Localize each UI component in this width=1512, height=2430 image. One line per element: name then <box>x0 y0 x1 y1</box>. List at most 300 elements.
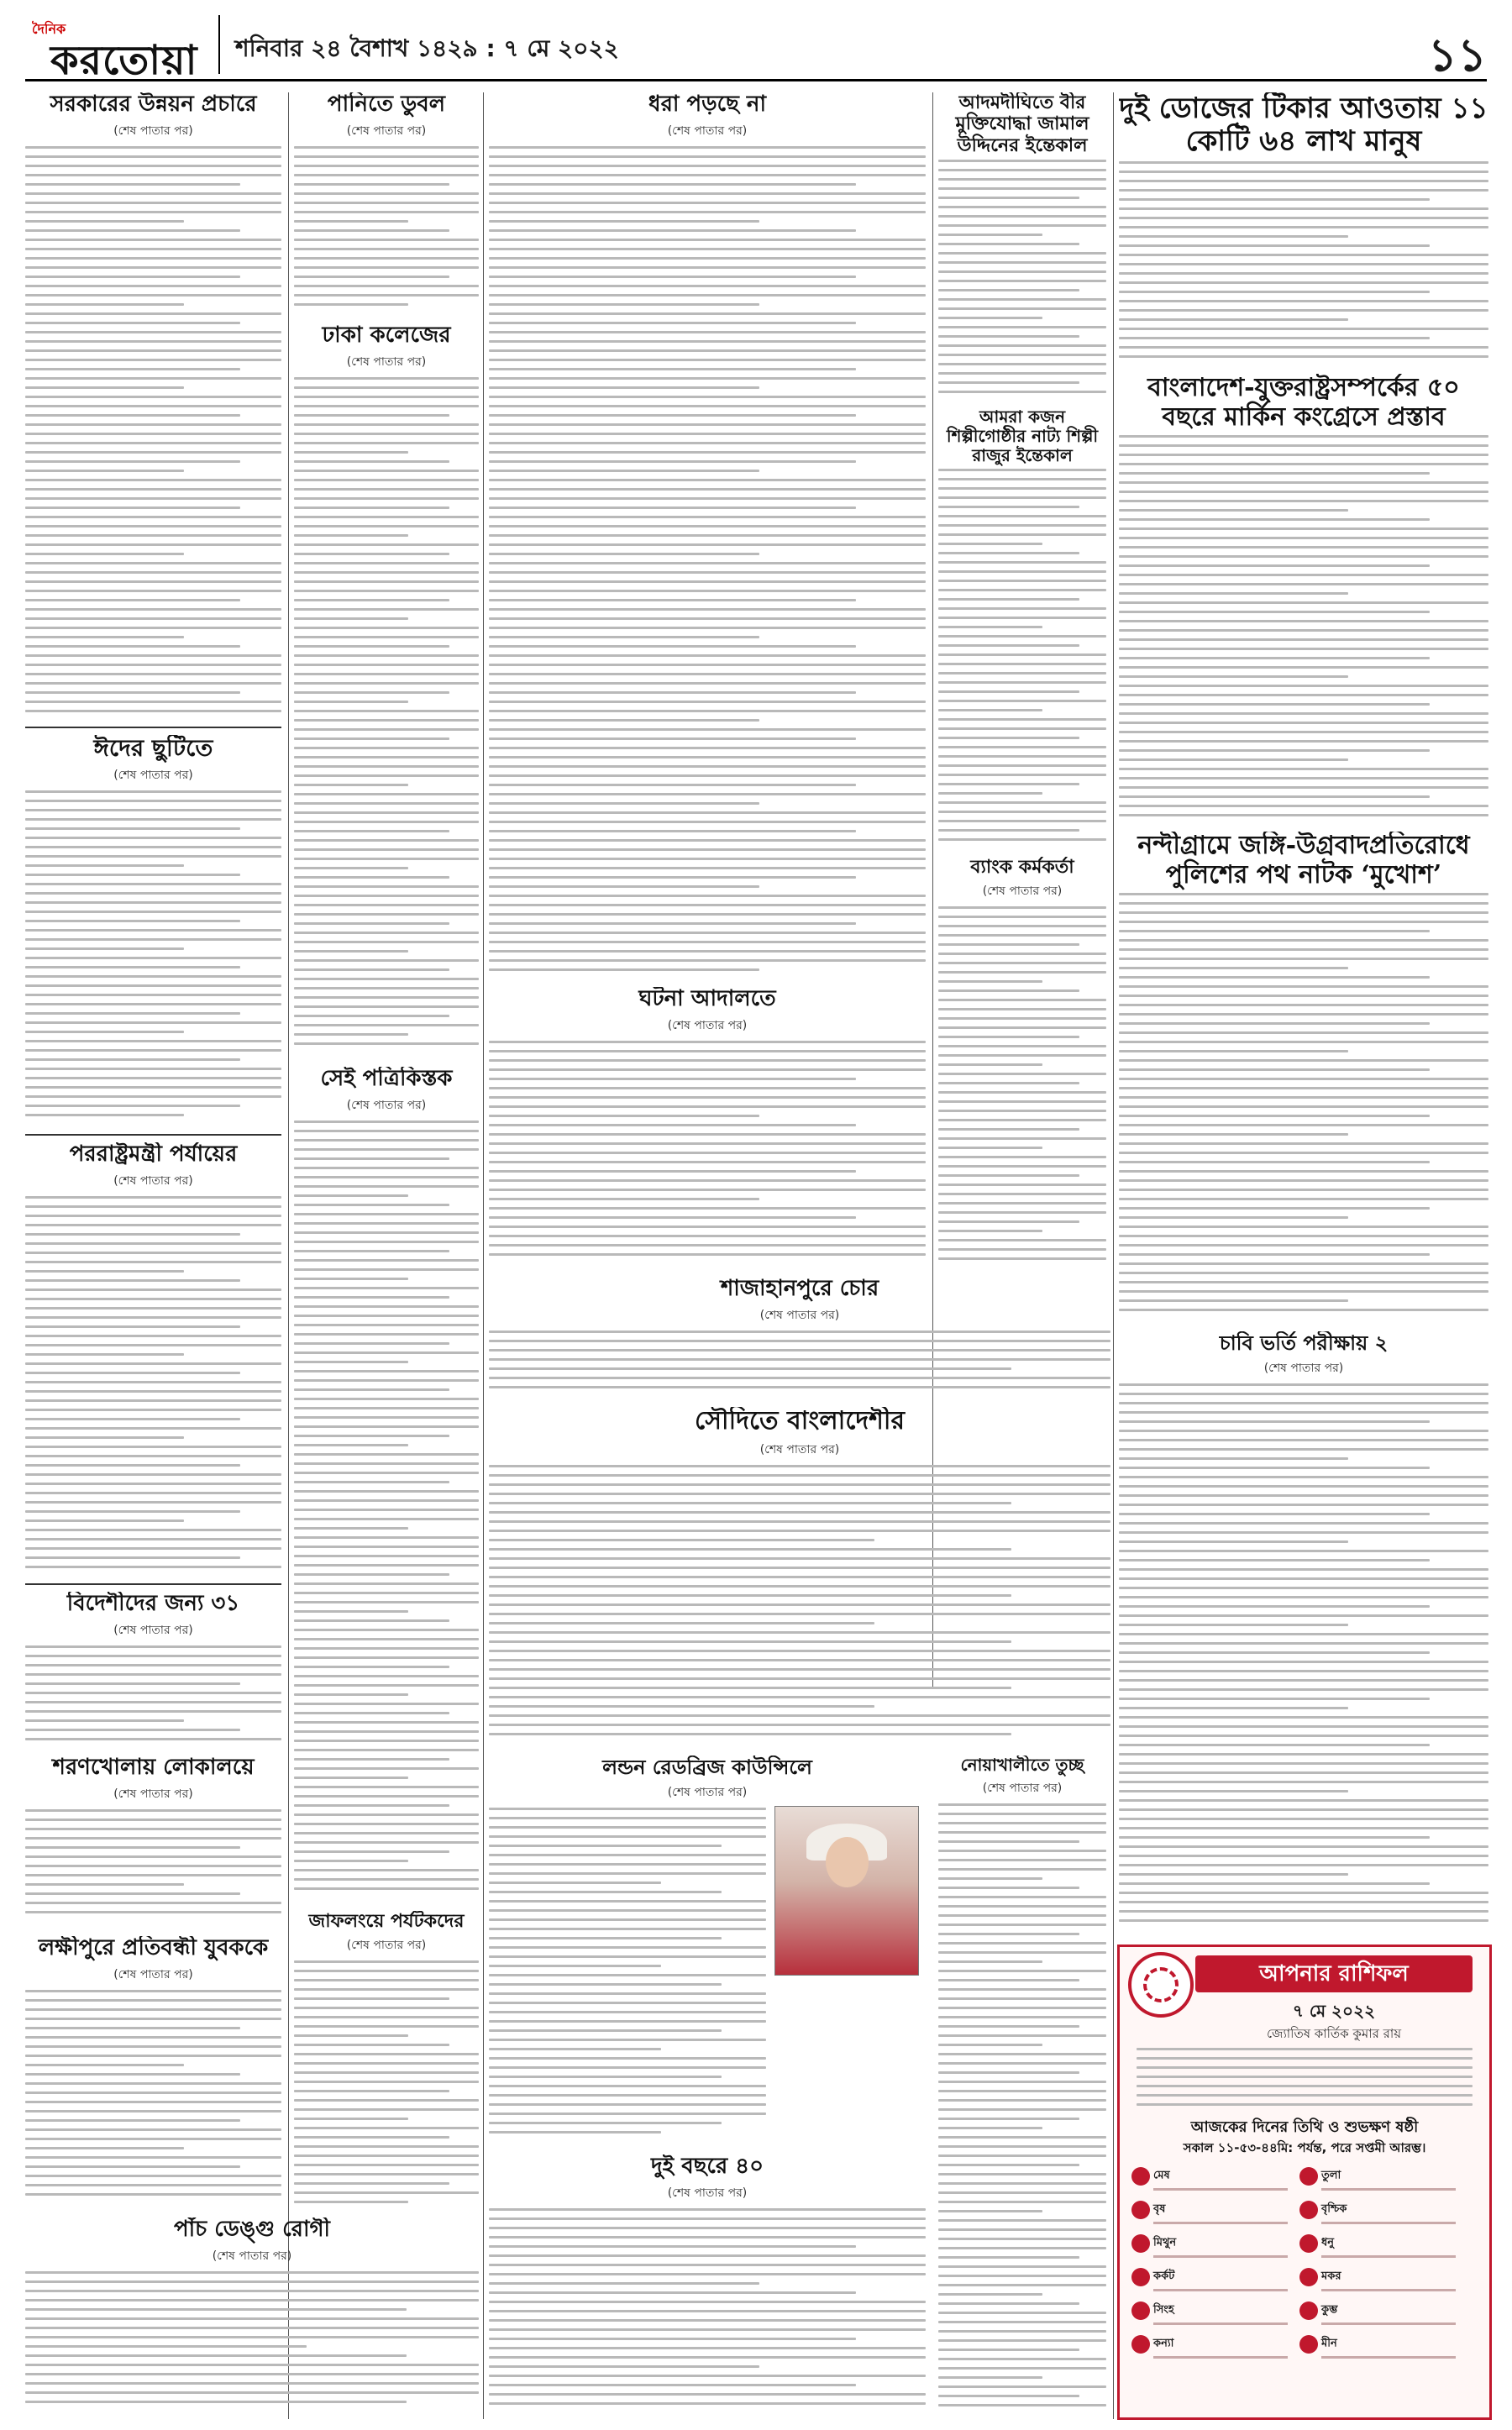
text-line <box>25 1865 281 1867</box>
text-line <box>938 943 1079 946</box>
text-line <box>294 996 479 999</box>
text-line <box>489 2131 661 2133</box>
text-line <box>25 2336 479 2338</box>
text-line <box>489 2011 766 2013</box>
text-line <box>25 664 281 666</box>
text-line <box>294 904 479 906</box>
text-line <box>25 553 184 555</box>
text-line <box>489 349 926 352</box>
zodiac-sign-label: বৃশ্চিক <box>1321 2202 1347 2216</box>
text-line <box>489 470 759 472</box>
text-line <box>25 1372 240 1374</box>
text-line <box>294 1638 479 1640</box>
text-line <box>1119 1587 1488 1589</box>
text-line <box>25 1738 281 1740</box>
text-line <box>1119 995 1488 997</box>
headline: দুই বছরে ৪০ <box>650 2154 764 2179</box>
text-line <box>489 2066 766 2069</box>
horoscope-box <box>1117 1945 1492 2420</box>
text-line <box>938 2339 1106 2342</box>
text-line <box>489 1244 926 1246</box>
text-line <box>1119 1522 1488 1525</box>
article-ghotona-adalote <box>489 987 926 1273</box>
text-line <box>1119 1244 1488 1246</box>
text-line <box>489 1493 1110 1495</box>
text-line <box>938 2016 1106 2018</box>
text-line <box>489 1465 1110 1467</box>
text-line <box>1119 1540 1348 1543</box>
text-line <box>489 682 926 685</box>
text-line <box>25 855 281 858</box>
text-line <box>294 2053 479 2055</box>
text-line <box>489 636 759 638</box>
text-line <box>1119 592 1348 595</box>
text-line <box>1119 805 1488 807</box>
text-line <box>25 1892 240 1895</box>
text-line <box>938 1119 1106 1121</box>
text-line <box>25 1655 281 1657</box>
text-line <box>1119 1179 1488 1182</box>
text-line <box>489 2029 722 2032</box>
text-line <box>294 1823 479 1825</box>
text-line <box>1119 1531 1488 1534</box>
text-line <box>25 285 281 287</box>
text-line <box>25 827 240 830</box>
text-line <box>1119 786 1488 789</box>
article-body <box>294 377 479 1045</box>
text-line <box>489 710 926 712</box>
text-line <box>25 636 184 638</box>
text-line <box>294 294 479 297</box>
text-line <box>294 2099 479 2102</box>
text-line <box>294 1005 479 1008</box>
text-line <box>938 206 1106 208</box>
text-line <box>1119 1272 1488 1274</box>
text-line <box>938 1960 1042 1963</box>
text-line <box>25 1224 281 1226</box>
text-line <box>489 1216 856 1219</box>
text-line <box>294 1241 479 1243</box>
text-line <box>25 809 281 811</box>
text-line <box>25 1464 240 1467</box>
continued-label: (শেষ পাতার পর) <box>346 1098 427 1112</box>
text-line <box>938 1174 1079 1177</box>
text-line <box>1119 731 1488 733</box>
zodiac-symbol-icon <box>1131 2335 1150 2354</box>
text-line <box>25 1990 281 1992</box>
text-line <box>1119 272 1488 275</box>
logo-sub: দৈনিক <box>32 21 66 37</box>
text-line <box>1119 758 1348 761</box>
text-line <box>1119 1142 1488 1145</box>
text-line <box>489 543 926 546</box>
text-line <box>489 312 926 315</box>
article-dhaka-college <box>294 323 479 1063</box>
text-line <box>1119 777 1488 779</box>
text-line <box>294 2145 479 2148</box>
text-line <box>938 326 1106 328</box>
text-line <box>294 2118 408 2120</box>
text-line <box>25 1040 281 1042</box>
text-line <box>25 2401 407 2403</box>
text-line <box>489 1854 766 1856</box>
text-line <box>489 1677 1110 1680</box>
text-line <box>294 1988 479 1991</box>
text-line <box>938 524 1106 527</box>
text-line <box>294 885 479 888</box>
text-line <box>294 636 479 638</box>
text-line <box>489 442 926 444</box>
text-line <box>294 1250 449 1252</box>
text-line <box>489 2282 759 2285</box>
zodiac-symbol-icon <box>1299 2268 1318 2286</box>
text-line <box>938 381 1079 384</box>
text-line <box>489 599 856 601</box>
text-line <box>294 1970 479 1972</box>
text-line <box>1119 281 1488 284</box>
text-line <box>489 848 926 851</box>
text-line <box>489 913 926 916</box>
text-line <box>1119 1568 1488 1571</box>
text-line <box>25 303 184 306</box>
text-line <box>25 1501 281 1504</box>
text-line <box>294 1130 479 1132</box>
text-line <box>489 2039 766 2041</box>
text-line <box>294 2007 479 2009</box>
text-line <box>938 2228 1106 2231</box>
text-line <box>489 2002 766 2004</box>
article-body <box>294 1121 479 1890</box>
zodiac-sign-entry <box>1299 2201 1467 2233</box>
headline: নন্দীগ্রামে জঙ্গি-উগ্রবাদপ্রতিরোধে পুলিশের পথ নাটক ‘মুখোশ’ <box>1137 832 1470 890</box>
column-rule <box>483 92 484 2419</box>
text-line <box>489 1835 766 1838</box>
text-line <box>294 691 449 694</box>
text-line <box>938 681 1106 684</box>
article-adamdighi-jamal <box>938 92 1106 403</box>
text-line <box>938 317 1042 319</box>
text-line <box>1119 1207 1430 1210</box>
text-line <box>294 1379 479 1382</box>
text-line <box>489 2264 926 2266</box>
article-body <box>1119 893 1488 1311</box>
continued-label: (শেষ পাতার পর) <box>667 2186 748 2200</box>
text-line <box>25 516 281 518</box>
text-line <box>25 211 281 213</box>
text-line <box>489 1872 766 1875</box>
text-line <box>938 980 1042 983</box>
text-line <box>1119 1771 1488 1774</box>
text-line <box>938 2330 1106 2333</box>
text-line <box>1119 217 1488 219</box>
text-line <box>938 1147 1042 1149</box>
text-line <box>1137 2048 1473 2050</box>
text-line <box>25 1819 281 1821</box>
text-line <box>489 2217 926 2220</box>
text-line <box>938 1220 1079 1223</box>
text-line <box>1119 346 1488 349</box>
text-line <box>294 1740 479 1742</box>
horoscope-title: আপনার রাশিফল <box>1195 1955 1473 1992</box>
text-line <box>489 1937 722 1939</box>
text-line <box>938 838 1106 841</box>
text-line <box>294 959 479 962</box>
text-line <box>294 266 479 269</box>
text-line <box>938 1202 1106 1205</box>
text-line <box>294 941 479 943</box>
text-line <box>25 1196 281 1199</box>
text-line <box>489 1096 926 1099</box>
text-line <box>1119 454 1488 456</box>
text-line <box>938 617 1106 619</box>
text-line <box>1119 1189 1488 1191</box>
text-line <box>1119 1910 1488 1913</box>
text-line <box>25 1645 281 1648</box>
logo-name: করতোয়া <box>50 37 198 84</box>
text-line <box>489 645 856 648</box>
headline: চাবি ভর্তি পরীক্ষায় ২ <box>1219 1331 1389 1355</box>
text-line <box>25 1105 240 1107</box>
text-line <box>25 1353 184 1356</box>
text-line <box>489 1358 1110 1361</box>
text-line <box>938 2044 1042 2046</box>
text-line <box>489 183 856 186</box>
continued-label: (শেষ পাতার পর) <box>1263 1361 1344 1375</box>
text-line <box>489 257 926 260</box>
text-line <box>938 962 1106 964</box>
text-line <box>1119 1633 1488 1635</box>
text-line <box>938 700 1106 702</box>
headline: আমরা কজন শিল্পীগোষ্ঠীর নাট্য শিল্পী রাজুর ইন্তেকাল <box>946 407 1099 465</box>
text-line <box>294 1546 479 1548</box>
text-line <box>25 229 240 232</box>
text-line <box>1119 518 1430 521</box>
text-line <box>294 1656 479 1659</box>
article-pororashtromontri <box>25 1142 281 1579</box>
text-line <box>489 590 926 592</box>
article-shajahanpure-chor <box>489 1277 1110 1403</box>
text-line <box>25 837 281 839</box>
text-line <box>1119 1762 1488 1765</box>
text-line <box>25 2290 479 2292</box>
text-line <box>938 1942 1106 1945</box>
text-line <box>489 2020 766 2023</box>
text-line <box>25 1837 281 1840</box>
text-line <box>25 146 281 149</box>
text-line <box>938 953 1106 955</box>
zodiac-symbol-icon <box>1131 2301 1150 2320</box>
text-line <box>489 1845 722 1847</box>
text-line <box>25 165 281 167</box>
text-line <box>1119 1290 1488 1293</box>
text-line <box>294 1666 449 1668</box>
text-line <box>938 2081 1106 2083</box>
text-line <box>25 202 281 204</box>
text-line <box>938 2071 1079 2074</box>
text-line <box>25 506 240 509</box>
text-line <box>25 423 281 426</box>
text-line <box>294 2173 479 2175</box>
text-line <box>938 289 1079 291</box>
masthead <box>25 12 1487 84</box>
text-line <box>489 664 926 666</box>
text-line <box>25 1902 281 1904</box>
text-line <box>489 1909 766 1912</box>
text-line <box>294 987 479 989</box>
text-line <box>1119 1281 1488 1283</box>
article-panch-dengue <box>25 2217 479 2419</box>
text-line <box>1119 254 1488 256</box>
newspaper-logo <box>25 15 220 84</box>
text-line <box>489 525 926 527</box>
text-line <box>1119 1096 1488 1099</box>
text-line <box>489 968 759 971</box>
text-line <box>1119 509 1348 512</box>
text-line <box>1119 244 1430 247</box>
text-line <box>1119 1161 1430 1163</box>
zodiac-sign-entry <box>1131 2167 1299 2199</box>
continued-label: (শেষ পাতার পর) <box>113 1787 193 1801</box>
text-line <box>1119 795 1430 798</box>
text-line <box>25 1911 281 1913</box>
text-line <box>294 1509 479 1511</box>
text-line <box>489 950 926 953</box>
text-line <box>938 552 1079 554</box>
text-line <box>489 1724 1110 1726</box>
text-line <box>489 553 759 555</box>
text-line <box>938 561 1106 564</box>
text-line <box>294 229 449 232</box>
text-line <box>489 830 856 832</box>
text-line <box>1119 500 1488 502</box>
text-line <box>1119 1402 1488 1404</box>
text-line <box>25 580 281 583</box>
text-line <box>489 2402 926 2405</box>
text-line <box>294 1342 449 1345</box>
text-line <box>294 1573 449 1576</box>
text-line <box>938 2164 1079 2166</box>
text-line <box>489 1349 1110 1351</box>
text-line <box>938 261 1106 264</box>
article-noakhalite-tuchchho <box>938 1756 1106 2419</box>
text-line <box>489 2048 661 2050</box>
column-rule <box>1113 92 1114 2419</box>
text-line <box>294 830 449 832</box>
text-line <box>294 2071 479 2074</box>
text-line <box>1119 444 1488 447</box>
text-line <box>489 2319 926 2322</box>
text-line <box>938 543 1042 545</box>
text-line <box>1119 300 1488 302</box>
text-line <box>489 433 926 435</box>
text-line <box>25 2193 281 2196</box>
text-line <box>25 599 240 601</box>
text-line <box>489 1483 1110 1486</box>
text-line <box>294 192 479 195</box>
text-line <box>1119 629 1488 632</box>
continued-label: (শেষ পাতার পর) <box>346 354 427 369</box>
text-line <box>25 312 281 315</box>
text-line <box>294 682 479 685</box>
text-line <box>489 2236 926 2238</box>
text-line <box>294 1693 408 1696</box>
text-line <box>489 719 759 722</box>
text-line <box>489 1142 926 1145</box>
continued-label: (শেষ পাতার পর) <box>759 1442 840 1456</box>
text-line <box>294 2201 408 2203</box>
text-line <box>294 1730 479 1733</box>
text-line <box>294 1305 479 1308</box>
text-line <box>1119 1577 1488 1580</box>
text-line <box>294 1675 479 1677</box>
text-line <box>25 1883 184 1886</box>
text-line <box>294 858 479 860</box>
text-line <box>938 1211 1106 1214</box>
text-line <box>1119 1614 1488 1617</box>
text-line <box>294 1758 449 1761</box>
text-line <box>1119 1383 1488 1386</box>
text-line <box>489 821 926 823</box>
text-line <box>489 146 926 149</box>
text-line <box>938 224 1106 227</box>
text-line <box>294 1194 408 1197</box>
text-line <box>1153 2255 1288 2258</box>
text-line <box>938 1137 1106 1140</box>
text-line <box>1119 1919 1488 1922</box>
text-line <box>294 1361 408 1363</box>
text-line <box>1119 1124 1488 1126</box>
text-line <box>294 2136 449 2139</box>
zodiac-sign-entry <box>1131 2301 1299 2333</box>
text-line <box>294 285 479 287</box>
text-line <box>489 174 926 176</box>
text-line <box>294 756 479 758</box>
text-line <box>25 1242 281 1245</box>
text-line <box>25 2055 281 2057</box>
text-line <box>1119 1411 1488 1414</box>
text-line <box>489 497 926 500</box>
text-line <box>489 1530 1110 1532</box>
text-line <box>294 580 479 583</box>
text-line <box>938 672 1106 674</box>
text-line <box>1119 814 1488 816</box>
text-line <box>938 635 1106 638</box>
text-line <box>25 2128 281 2131</box>
text-line <box>1119 309 1488 312</box>
text-line <box>25 1692 281 1694</box>
text-line <box>489 165 926 167</box>
text-line <box>489 2103 766 2106</box>
text-line <box>489 1882 661 1884</box>
text-line <box>25 433 281 435</box>
continued-label: (শেষ পাতার পর) <box>113 769 193 783</box>
text-line <box>25 2280 479 2283</box>
text-line <box>294 2182 449 2185</box>
text-line <box>938 925 1106 927</box>
text-line <box>1119 171 1488 173</box>
text-line <box>489 2085 766 2087</box>
article-dui-doser-tika <box>1119 92 1488 370</box>
text-line <box>25 276 240 278</box>
article-body <box>25 1990 281 2196</box>
text-line <box>25 790 281 793</box>
text-line <box>25 2101 281 2103</box>
text-line <box>294 1435 449 1437</box>
text-line <box>938 1896 1106 1898</box>
zodiac-symbol-icon <box>1299 2167 1318 2186</box>
text-line <box>25 1473 281 1476</box>
text-line <box>1119 1216 1348 1219</box>
